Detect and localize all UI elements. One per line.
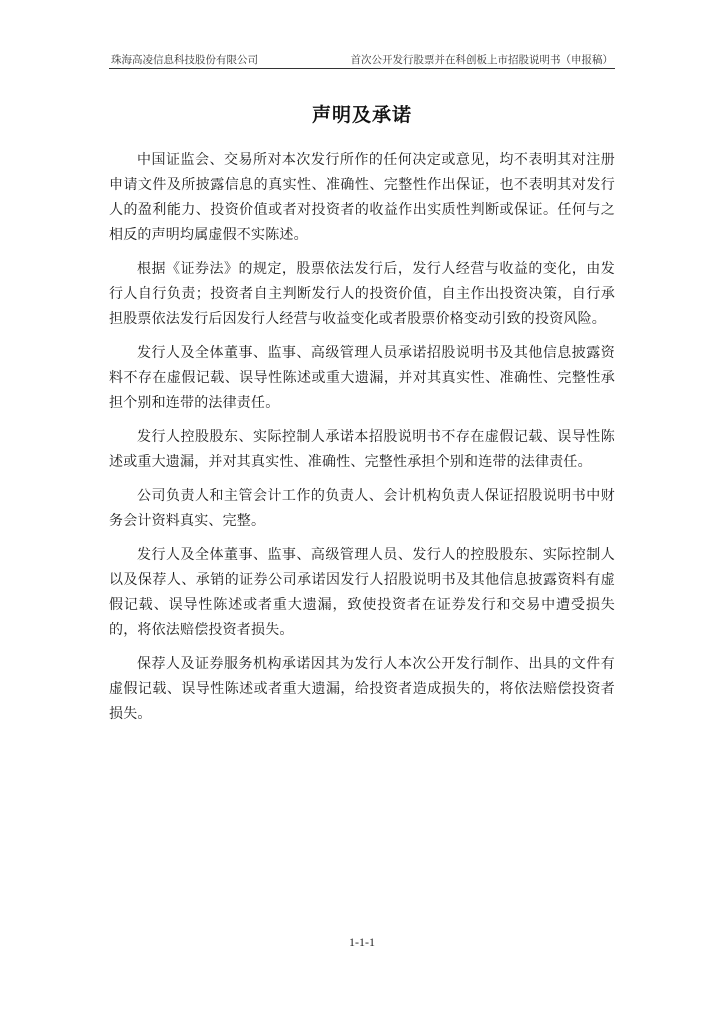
paragraph-financial-guarantee: 公司负责人和主管会计工作的负责人、会计机构负责人保证招股说明书中财务会计资料真实、完整。: [109, 488, 615, 529]
header-company-name: 珠海高凌信息科技股份有限公司: [111, 54, 258, 66]
paragraph-directors-commitment: 发行人及全体董事、监事、高级管理人员承诺招股说明书及其他信息披露资料不存在虚假记载、误导性陈述或重大遗漏，并对其真实性、准确性、完整性承担个别和连带的法律责任。: [109, 345, 615, 411]
page-title: 声明及承诺: [311, 104, 412, 126]
declaration-body: [109, 148, 615, 736]
header-document-title: 首次公开发行股票并在科创板上市招股说明书（申报稿）: [350, 54, 613, 66]
page-number: 1-1-1: [349, 935, 375, 949]
paragraph-sponsor-commitment: 保荐人及证券服务机构承诺因其为发行人本次公开发行制作、出具的文件有虚假记载、误导性陈述或者重大遗漏，给投资者造成损失的，将依法赔偿投资者损失。: [109, 656, 615, 722]
paragraph-regulator-disclaimer: 中国证监会、交易所对本次发行所作的任何决定或意见，均不表明其对注册申请文件及所披露信息的真实性、准确性、完整性作出保证，也不表明其对发行人的盈利能力、投资价值或者对投资者的收益作出实质性判断或保证。任何与之相反的声明均属虚假不实陈述。: [109, 152, 615, 243]
paragraph-compensation-commitment: 发行人及全体董事、监事、高级管理人员、发行人的控股股东、实际控制人以及保荐人、承销的证券公司承诺因发行人招股说明书及其他信息披露资料有虚假记载、误导性陈述或者重大遗漏，致使投资者在证券发行和交易中遭受损失的，将依法赔偿投资者损失。: [109, 547, 615, 638]
paragraph-investment-risk: 根据《证券法》的规定，股票依法发行后，发行人经营与收益的变化，由发行人自行负责；投资者自主判断发行人的投资价值，自主作出投资决策，自行承担股票依法发行后因发行人经营与收益变化或者股票价格变动引致的投资风险。: [109, 261, 615, 327]
paragraph-controller-commitment: 发行人控股股东、实际控制人承诺本招股说明书不存在虚假记载、误导性陈述或重大遗漏，并对其真实性、准确性、完整性承担个别和连带的法律责任。: [109, 429, 615, 470]
page-header: [109, 50, 615, 69]
